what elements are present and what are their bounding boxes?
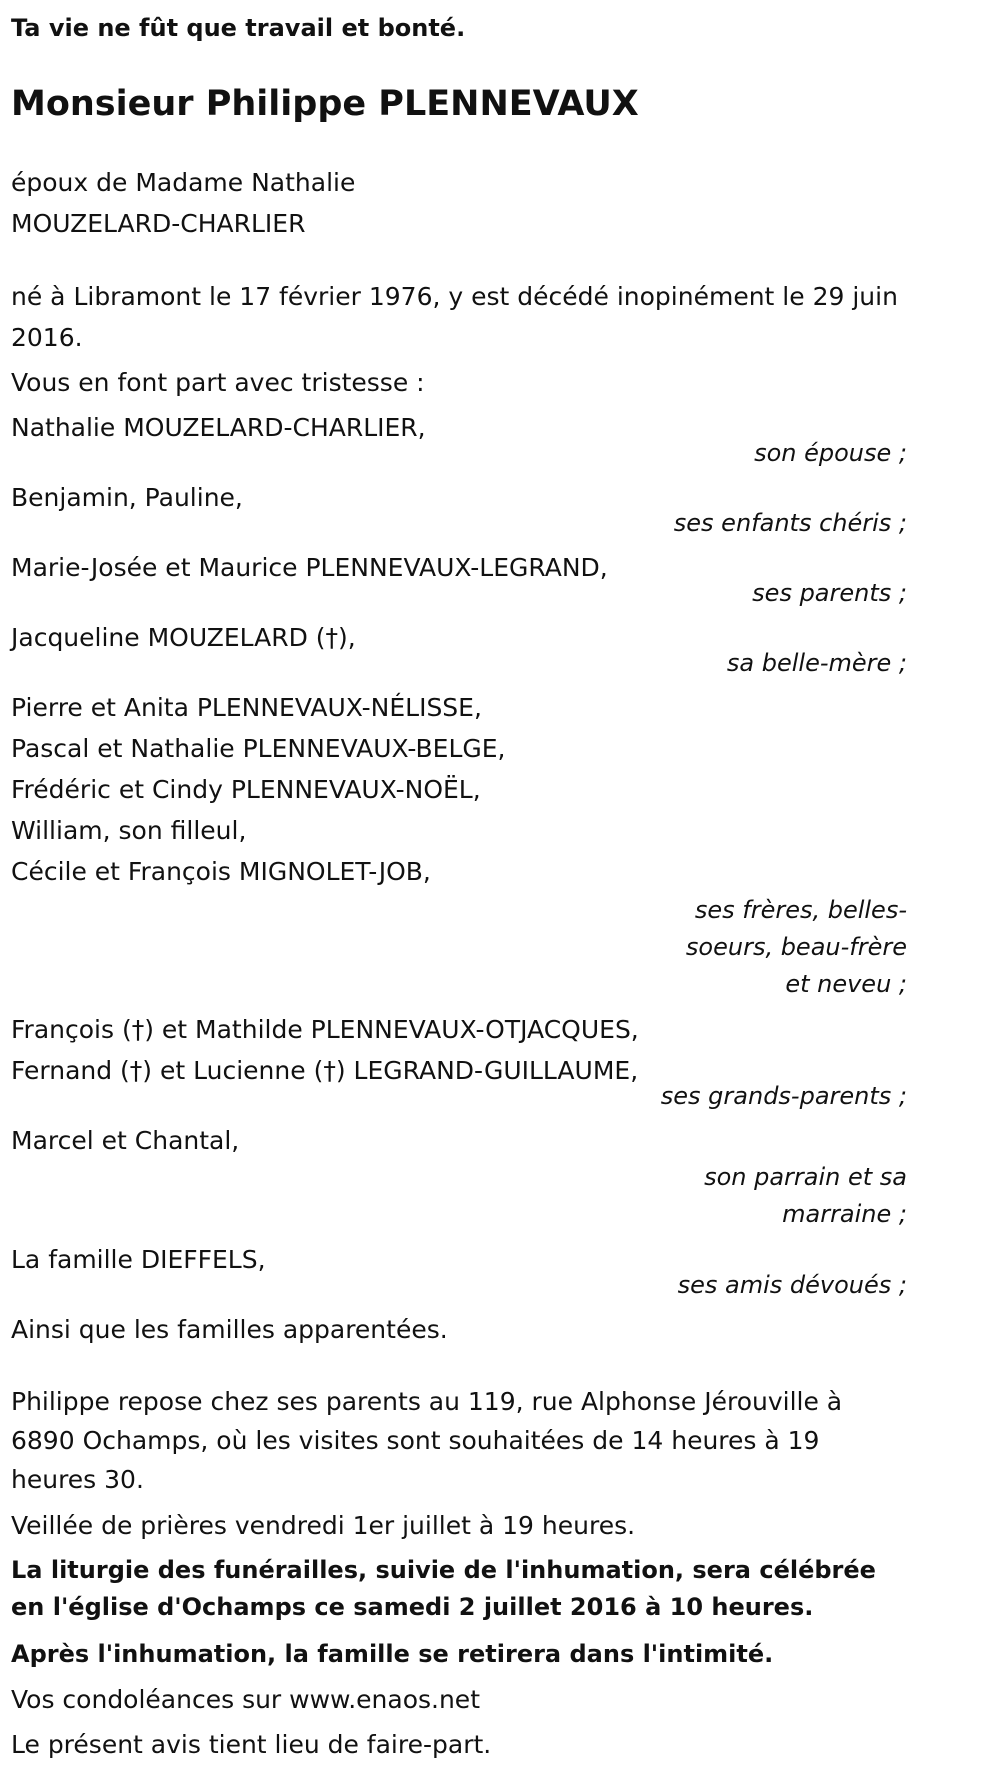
family-name: La famille DIEFFELS,: [11, 1245, 266, 1274]
family-name: Pierre et Anita PLENNEVAUX-NÉLISSE,: [11, 693, 482, 722]
family-name: Fernand (†) et Lucienne (†) LEGRAND-GUILLAUME,: [11, 1056, 639, 1085]
family-name: Marcel et Chantal,: [11, 1126, 240, 1155]
repose-info: Philippe repose chez ses parents au 119, rue Alphonse Jérouville à 6890 Ochamps, où les visites sont souhaitées de 14 heures à 19 heures 30.: [11, 1387, 843, 1494]
family-relation: ses amis dévoués ;: [677, 1271, 907, 1299]
family-name: Nathalie MOUZELARD-CHARLIER,: [11, 413, 426, 442]
family-relation: ses enfants chéris ;: [673, 509, 907, 537]
family-name: Marie-Josée et Maurice PLENNEVAUX-LEGRAND,: [11, 553, 608, 582]
family-relation: ses parents ;: [752, 579, 907, 607]
family-entry: [11, 407, 911, 473]
after-info: Après l'inhumation, la famille se retirera dans l'intimité.: [11, 1640, 774, 1668]
family-relation: sa belle-mère ;: [726, 649, 907, 677]
family-relation: ses grands-parents ;: [660, 1082, 907, 1110]
relatives: Ainsi que les familles apparentées.: [11, 1315, 448, 1344]
family-entry: [11, 477, 911, 543]
family-name: Pascal et Nathalie PLENNEVAUX-BELGE,: [11, 734, 506, 763]
family-relation: son parrain et sa marraine ;: [704, 1163, 907, 1228]
family-name: François (†) et Mathilde PLENNEVAUX-OTJACQUES,: [11, 1015, 639, 1044]
family-entry: [11, 1239, 911, 1305]
condolences: Vos condoléances sur www.enaos.net: [11, 1685, 480, 1714]
deceased-name: Monsieur Philippe PLENNEVAUX: [11, 84, 639, 124]
spouse-block: [11, 162, 911, 244]
family-entry: [11, 687, 911, 1003]
motto: Ta vie ne fût que travail et bonté.: [11, 14, 466, 42]
family-relation: ses frères, belles-soeurs, beau-frère et neveu ;: [685, 896, 907, 998]
spouse-line-2: MOUZELARD-CHARLIER: [11, 209, 306, 238]
family-entry: [11, 1120, 911, 1233]
intro: Vous en font part avec tristesse :: [11, 368, 425, 397]
notice: Le présent avis tient lieu de faire-part.: [11, 1730, 492, 1759]
family-name: Jacqueline MOUZELARD (†),: [11, 623, 356, 652]
obituary-text: [11, 12, 911, 1765]
family-name: William, son filleul,: [11, 816, 247, 845]
birth-death: né à Libramont le 17 février 1976, y est décédé inopinément le 29 juin 2016.: [11, 282, 898, 352]
family-name: Benjamin, Pauline,: [11, 483, 243, 512]
spouse-line-1: époux de Madame Nathalie: [11, 168, 356, 197]
family-entry: [11, 547, 911, 613]
family-entry: [11, 1009, 911, 1116]
family-name: Frédéric et Cindy PLENNEVAUX-NOËL,: [11, 775, 481, 804]
family-relation: son épouse ;: [754, 439, 907, 467]
family-entry: [11, 617, 911, 683]
funeral-info: La liturgie des funérailles, suivie de l'inhumation, sera célébrée en l'église d'Ochamps ce samedi 2 juillet 2016 à 10 heures.: [11, 1556, 876, 1621]
family-name: Cécile et François MIGNOLET-JOB,: [11, 857, 431, 886]
vigil-info: Veillée de prières vendredi 1er juillet à 19 heures.: [11, 1511, 636, 1540]
